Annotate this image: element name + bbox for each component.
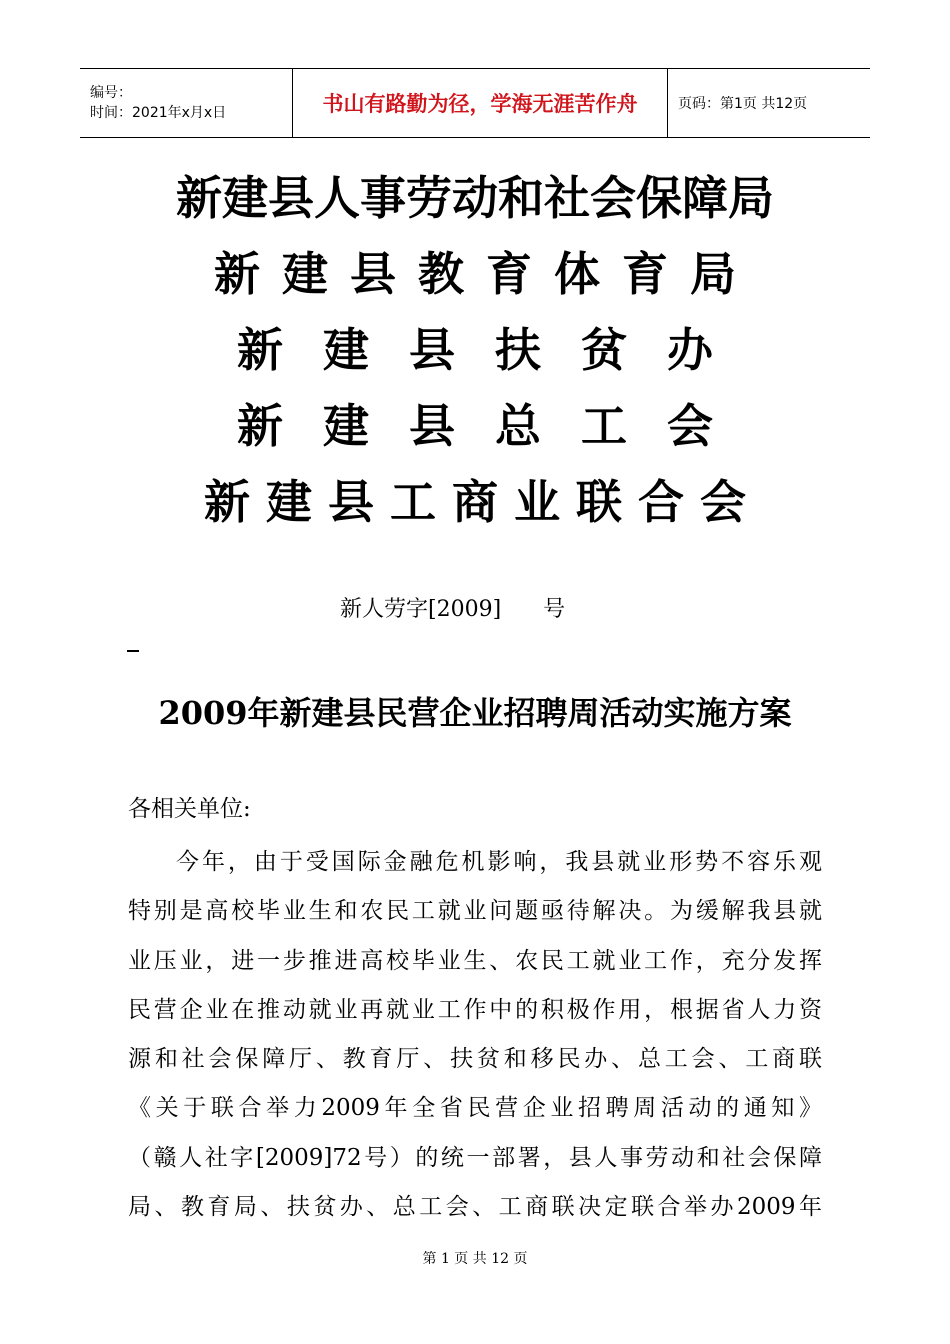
number-label: 编号： xyxy=(90,85,132,101)
agency-union: 新建县总工会 xyxy=(237,399,753,453)
document-header xyxy=(80,68,870,138)
document-title: 2009年新建县民营企业招聘周活动实施方案 xyxy=(158,694,792,732)
salutation: 各相关单位: xyxy=(128,796,251,822)
agency-poverty: 新建县扶贫办 xyxy=(237,323,753,377)
body-line: 今年，由于受国际金融危机影响，我县就业形势不容乐观 xyxy=(176,849,822,875)
time-label: 时间：2021年x月x日 xyxy=(90,105,227,121)
document-number: 新人劳字[2009] 号 xyxy=(340,597,566,622)
agency-commerce: 新建县工商业联合会 xyxy=(204,475,762,529)
agency-education: 新建县教育体育局 xyxy=(214,247,758,301)
page-footer: 第 1 页 共 12 页 xyxy=(422,1251,528,1267)
separator-mark xyxy=(127,650,139,652)
motto: 书山有路勤为径，学海无涯苦作舟 xyxy=(322,92,638,116)
issuing-agencies xyxy=(0,172,950,552)
header-left-cell xyxy=(80,69,292,137)
page-info: 页码：第1页 共12页 xyxy=(678,96,808,112)
body-line: （赣人社字[2009]72号）的统一部署，县人事劳动和社会保障 xyxy=(128,1144,822,1171)
body-line: 《关于联合举力2009年全省民营企业招聘周活动的通知》 xyxy=(128,1095,822,1122)
body-line: 民营企业在推动就业再就业工作中的积极作用，根据省人力资 xyxy=(128,996,822,1023)
body-line: 特别是高校毕业生和农民工就业问题亟待解决。为缓解我县就 xyxy=(128,898,822,925)
agency-hr: 新建县人事劳动和社会保障局 xyxy=(176,171,774,225)
body-paragraph xyxy=(128,838,822,1232)
body-line: 源和社会保障厅、教育厅、扶贫和移民办、总工会、工商联 xyxy=(128,1046,822,1073)
header-right-cell xyxy=(668,69,870,137)
body-line: 局、教育局、扶贫办、总工会、工商联决定联合举办2009年 xyxy=(128,1194,822,1221)
header-middle-cell xyxy=(292,69,668,137)
body-line: 业压业，进一步推进高校毕业生、农民工就业工作，充分发挥 xyxy=(128,947,822,974)
